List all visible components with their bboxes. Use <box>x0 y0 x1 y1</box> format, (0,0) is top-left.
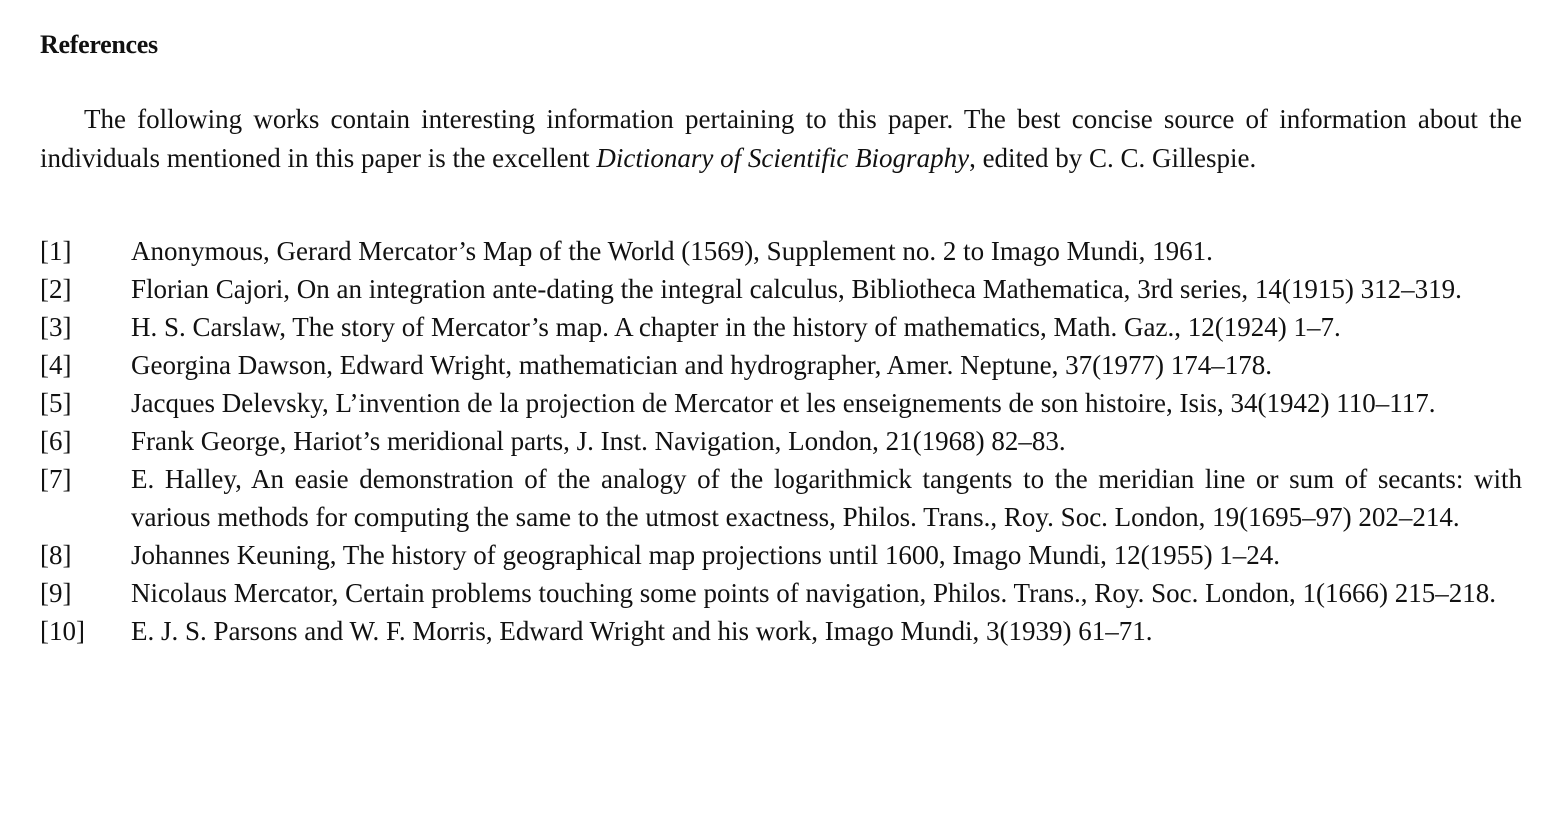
reference-number: [2] <box>40 274 72 304</box>
reference-number: [3] <box>40 312 72 342</box>
reference-text: Georgina Dawson, Edward Wright, mathematician and hydrographer, Amer. Neptune, 37(1977) 174–178. <box>131 350 1273 380</box>
reference-item <box>40 270 1522 308</box>
reference-text: Nicolaus Mercator, Certain problems touching some points of navigation, Philos. Trans., Roy. Soc. London, 1(1666) 215–218. <box>131 578 1497 608</box>
intro-text-end: , edited by C. C. Gillespie. <box>969 142 1257 173</box>
intro-italic-title: Dictionary of Scientific Biography <box>596 142 970 173</box>
reference-number: [1] <box>40 236 72 266</box>
reference-text: Frank George, Hariot’s meridional parts, J. Inst. Navigation, London, 21(1968) 82–83. <box>131 426 1066 456</box>
reference-item <box>40 460 1522 536</box>
reference-number: [6] <box>40 426 72 456</box>
intro-paragraph <box>40 100 1522 177</box>
reference-item <box>40 384 1522 422</box>
reference-item <box>40 422 1522 460</box>
reference-text: E. Halley, An easie demonstration of the analogy of the logarithmick tangents to the meridian line or sum of secants: with various methods for computing the same to the utmost exactness, Philos. Trans., Roy. Soc. London, 19(1695–97) 202–214. <box>131 464 1522 532</box>
reference-list <box>40 232 1522 650</box>
reference-item <box>40 346 1522 384</box>
section-heading: References <box>40 30 158 59</box>
reference-item <box>40 232 1522 270</box>
reference-item <box>40 308 1522 346</box>
reference-text: Florian Cajori, On an integration ante-dating the integral calculus, Bibliotheca Mathematica, 3rd series, 14(1915) 312–319. <box>131 274 1462 304</box>
reference-text: E. J. S. Parsons and W. F. Morris, Edward Wright and his work, Imago Mundi, 3(1939) 61–71. <box>131 616 1153 646</box>
reference-text: H. S. Carslaw, The story of Mercator’s map. A chapter in the history of mathematics, Math. Gaz., 12(1924) 1–7. <box>131 312 1341 342</box>
reference-text: Jacques Delevsky, L’invention de la projection de Mercator et les enseignements de son histoire, Isis, 34(1942) 110–117. <box>131 388 1436 418</box>
reference-number: [8] <box>40 540 72 570</box>
reference-item <box>40 574 1522 612</box>
reference-item <box>40 536 1522 574</box>
reference-text: Anonymous, Gerard Mercator’s Map of the World (1569), Supplement no. 2 to Imago Mundi, 1961. <box>131 236 1213 266</box>
reference-number: [9] <box>40 578 72 608</box>
reference-text: Johannes Keuning, The history of geographical map projections until 1600, Imago Mundi, 12(1955) 1–24. <box>131 540 1281 570</box>
intro-text-start: The following works contain interesting information pertaining to this paper. The best concise source of information about the individuals mentioned in this paper is the excellent <box>40 104 1522 173</box>
reference-number: [10] <box>40 616 85 646</box>
reference-number: [4] <box>40 350 72 380</box>
reference-number: [7] <box>40 464 72 494</box>
reference-item <box>40 612 1522 650</box>
reference-number: [5] <box>40 388 72 418</box>
